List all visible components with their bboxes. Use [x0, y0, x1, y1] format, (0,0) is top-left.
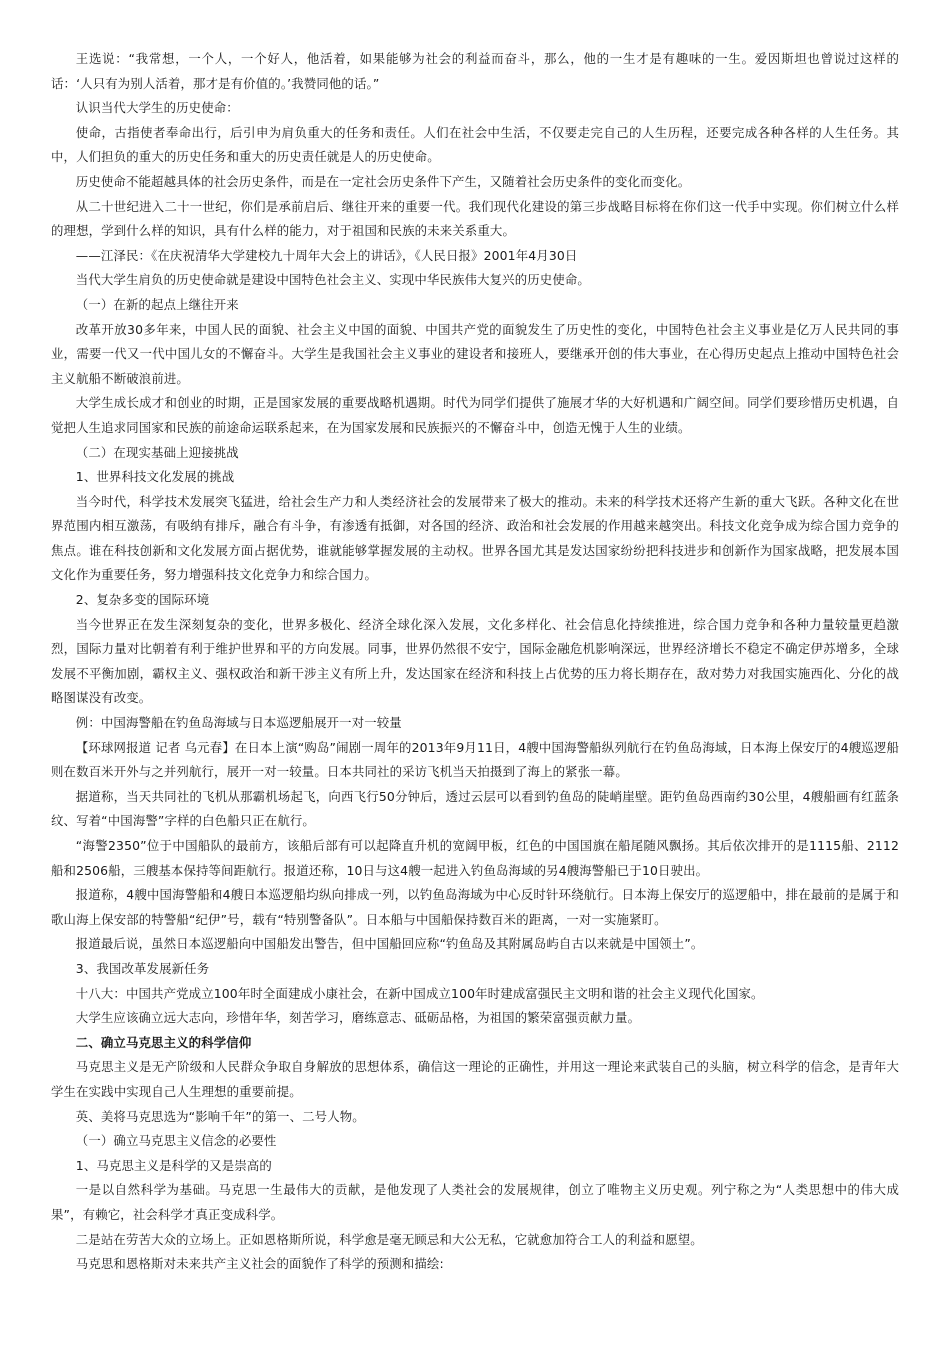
body-paragraph: ——江泽民：《在庆祝清华大学建校九十周年大会上的讲话》，《人民日报》2001年4月30日 — [75, 247, 578, 263]
body-paragraph: 马克思和恩格斯对未来共产主义社会的面貌作了科学的预测和描绘: — [75, 1256, 444, 1272]
body-paragraph: 当今世界正在发生深刻复杂的变化，世界多极化、经济全球化深入发展，文化多样化、社会信息化持续推进，综合国力竞争和各种力量较量更趋激烈，国际力量对比朝着有利于维护世界和平的方向发展。同事，世界仍然很不安宁，国际金融危机影响深远，世界经济增长不稳定不确定伊苏增多，全球发展不平衡加剧，霸权主义、强权政治和新干涉主义有所上升，发达国家在经济和科技上占优势的压力将长期存在，敌对势力对我国实施西化、分化的战略图谋没有改变。 — [51, 616, 899, 706]
body-paragraph: 例：中国海警船在钓鱼岛海域与日本巡逻船展开一对一较量 — [75, 715, 402, 731]
body-paragraph: （二）在现实基础上迎接挑战 — [75, 444, 239, 460]
body-paragraph: 一是以自然科学为基础。马克思一生最伟大的贡献，是他发现了人类社会的发展规律，创立了唯物主义历史观。列宁称之为“人类思想中的伟大成果”，有赖它，社会科学才真正变成科学。 — [51, 1182, 899, 1222]
body-paragraph: 从二十世纪进入二十一世纪，你们是承前启后、继往开来的重要一代。我们现代化建设的第三步战略目标将在你们这一代手中实现。你们树立什么样的理想，学到什么样的知识，具有什么样的能力，对于祖国和民族的未来关系重大。 — [51, 198, 899, 239]
body-paragraph: 1、世界科技文化发展的挑战 — [75, 469, 235, 485]
section-heading: 二、确立马克思主义的科学信仰 — [75, 1034, 252, 1050]
body-paragraph: 大学生成长成才和创业的时期，正是国家发展的重要战略机遇期。时代为同学们提供了施展才华的大好机遇和广阔空间。同学们要珍惜历史机遇，自觉把人生追求同国家和民族的前途命运联系起来，在为国家发展和民族振兴的不懈奋斗中，创造无愧于人生的业绩。 — [51, 395, 899, 435]
document-body — [51, 47, 899, 1277]
body-paragraph: 马克思主义是无产阶级和人民群众争取自身解放的思想体系，确信这一理论的正确性，并用这一理论来武装自己的头脑，树立科学的信念，是青年大学生在实践中实现自己人生理想的重要前提。 — [51, 1059, 899, 1099]
body-paragraph: 十八大：中国共产党成立100年时全面建成小康社会，在新中国成立100年时建成富强民主文明和谐的社会主义现代化国家。 — [75, 985, 764, 1001]
body-paragraph: 当今时代，科学技术发展突飞猛进，给社会生产力和人类经济社会的发展带来了极大的推动。未来的科学技术还将产生新的重大飞跃。各种文化在世界范围内相互激荡，有吸纳有排斥，融合有斗争，有渗透有抵御，对各国的经济、政治和社会发展的作用越来越突出。科技文化竞争成为综合国力竞争的焦点。谁在科技创新和文化发展方面占据优势，谁就能够掌握发展的主动权。世界各国尤其是发达国家纷纷把科技进步和创新作为国家战略，把发展本国文化作为重要任务，努力增强科技文化竞争力和综合国力。 — [51, 493, 899, 583]
body-paragraph: 1、马克思主义是科学的又是崇高的 — [75, 1157, 272, 1173]
body-paragraph: 据道称，当天共同社的飞机从那霸机场起飞，向西飞行50分钟后，透过云层可以看到钓鱼岛的陡峭崖壁。距钓鱼岛西南约30公里，4艘船画有红蓝条纹、写着“中国海警”字样的白色船只正在航行。 — [51, 788, 899, 829]
body-paragraph: （一）确立马克思主义信念的必要性 — [75, 1133, 277, 1149]
body-paragraph: 3、我国改革发展新任务 — [75, 960, 210, 976]
body-paragraph: 王选说：“我常想，一个人，一个好人，他活着，如果能够为社会的利益而奋斗，那么，他的一生才是有趣味的一生。爱因斯坦也曾说过这样的话：‘人只有为别人活着，那才是有价值的。’我赞同他的话。” — [51, 51, 899, 91]
body-paragraph: 历史使命不能超越具体的社会历史条件，而是在一定社会历史条件下产生，又随着社会历史条件的变化而变化。 — [75, 173, 691, 189]
body-paragraph: 改革开放30多年来，中国人民的面貌、社会主义中国的面貌、中国共产党的面貌发生了历史性的变化，中国特色社会主义事业是亿万人民共同的事业，需要一代又一代中国儿女的不懈奋斗。大学生是我国社会主义事业的建设者和接班人，要继承开创的伟大事业，在心得历史起点上推动中国特色社会主义航船不断破浪前进。 — [51, 321, 899, 386]
body-paragraph: 【环球网报道 记者 乌元春】在日本上演“购岛”闹剧一周年的2013年9月11日，4艘中国海警船纵列航行在钓鱼岛海域，日本海上保安厅的4艘巡逻船则在数百米开外与之并列航行，展开一对一较量。日本共同社的采访飞机当天拍摄到了海上的紧张一幕。 — [51, 739, 899, 780]
body-paragraph: 大学生应该确立远大志向，珍惜年华，刻苦学习，磨练意志、砥砺品格，为祖国的繁荣富强贡献力量。 — [75, 1010, 641, 1026]
body-paragraph: 认识当代大学生的历史使命： — [75, 100, 239, 116]
body-paragraph: 使命，古指使者奉命出行，后引申为肩负重大的任务和责任。人们在社会中生活，不仅要走完自己的人生历程，还要完成各种各样的人生任务。其中，人们担负的重大的历史任务和重大的历史责任就是人的历史使命。 — [51, 124, 899, 165]
body-paragraph: 当代大学生肩负的历史使命就是建设中国特色社会主义、实现中华民族伟大复兴的历史使命。 — [75, 272, 590, 288]
body-paragraph: “海警2350”位于中国船队的最前方，该船后部有可以起降直升机的宽阔甲板，红色的中国国旗在船尾随风飘扬。其后依次排开的是1115船、2112船和2506船，三艘基本保持等间距航行。报道还称，10日与这4艘一起进入钓鱼岛海域的另4艘海警船已于10日驶出。 — [51, 838, 899, 878]
body-paragraph: 报道最后说，虽然日本巡逻船向中国船发出警告，但中国船回应称“钓鱼岛及其附属岛屿自古以来就是中国领土”。 — [75, 936, 704, 952]
body-paragraph: 英、美将马克思选为“影响千年”的第一、二号人物。 — [75, 1108, 365, 1124]
body-paragraph: 二是站在劳苦大众的立场上。正如恩格斯所说，科学愈是毫无顾忌和大公无私，它就愈加符合工人的利益和愿望。 — [75, 1231, 703, 1247]
body-paragraph: （一）在新的起点上继往开来 — [75, 296, 239, 312]
body-paragraph: 2、复杂多变的国际环境 — [75, 592, 210, 608]
body-paragraph: 报道称，4艘中国海警船和4艘日本巡逻船均纵向排成一列，以钓鱼岛海域为中心反时针环绕航行。日本海上保安厅的巡逻船中，排在最前的是属于和歌山海上保安部的特警船“纪伊”号，载有“特别警备队”。日本船与中国船保持数百米的距离，一对一实施紧盯。 — [51, 887, 899, 927]
